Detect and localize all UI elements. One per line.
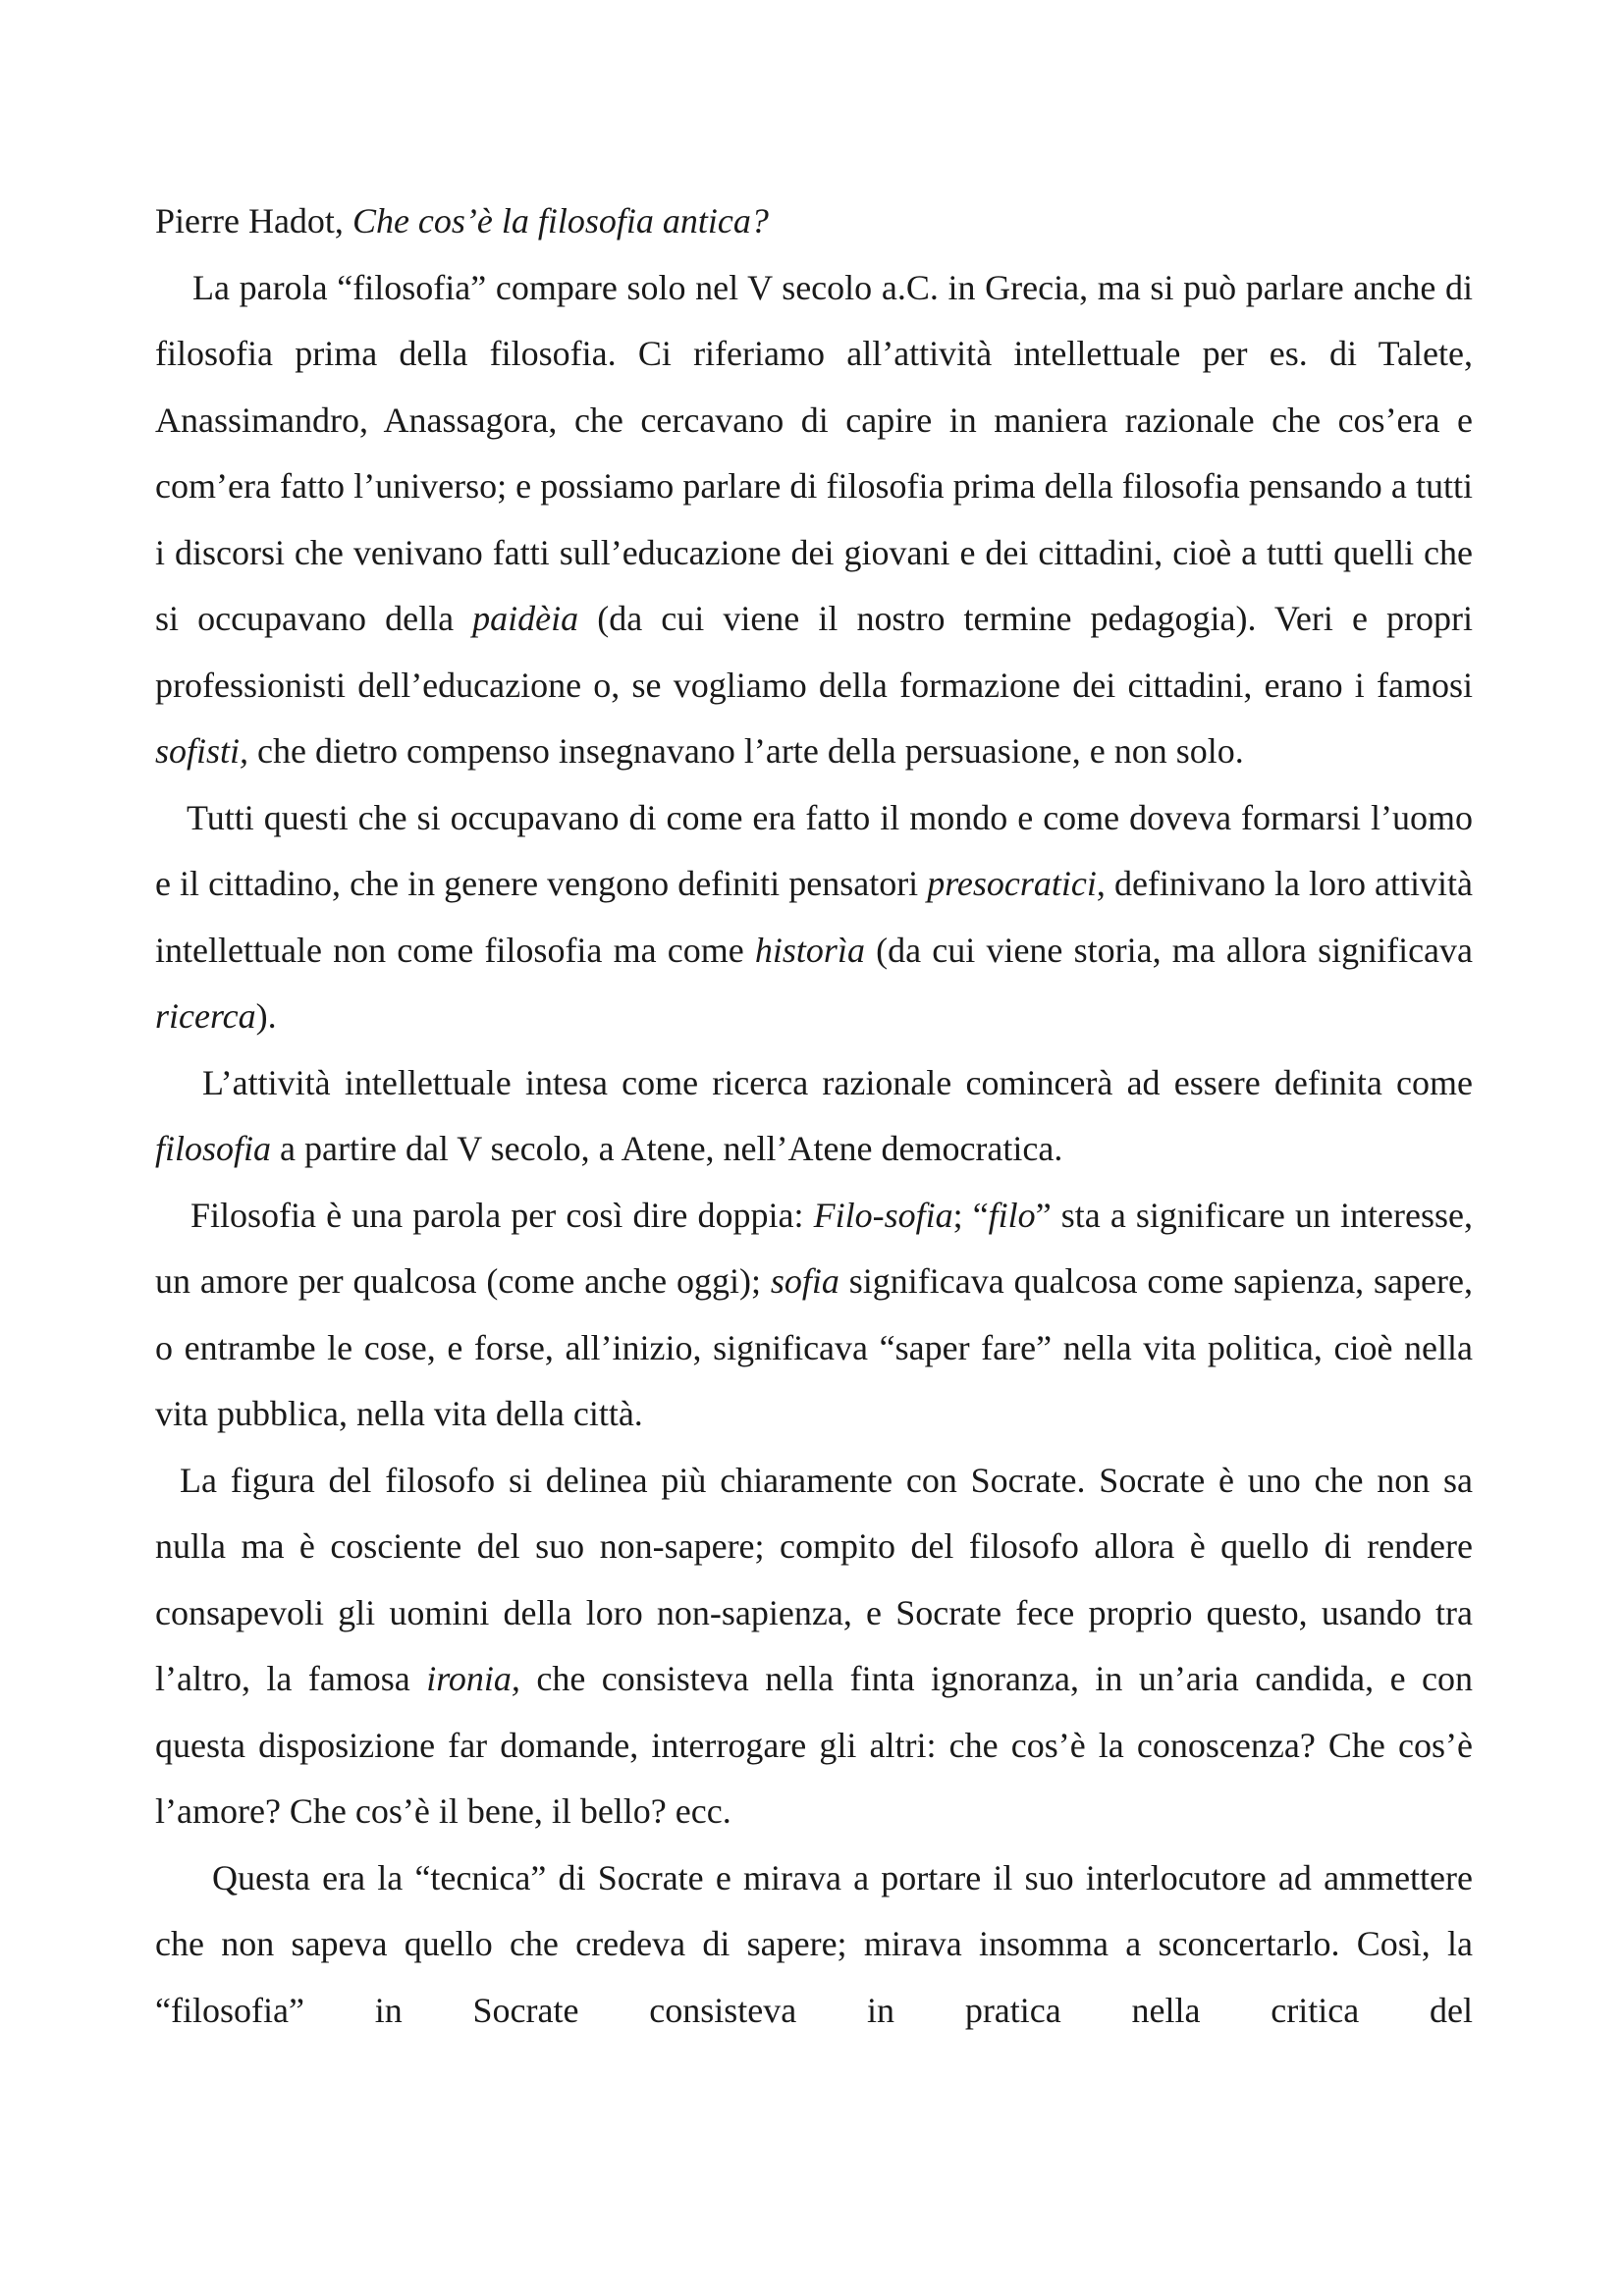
paragraph-1-text-1: La parola “filosofia” compare solo nel V secolo a.C. in Grecia, ma si può parlare anche di filosofia prima della filosofia. Ci riferiamo all’attività intellettuale per es. di Talete, Anassimandro, Anassagora, che cercavano di capire in maniera razionale che cos’era e com’era fatto l’universo; e possiamo parlare di filosofia prima della filosofia pensando a tutti i discorsi che venivano fatti sull’educazione dei giovani e dei cittadini, cioè a tutti quelli che si occupavano della <box>155 267 1473 638</box>
paragraph-2-text-4: ). <box>255 996 277 1036</box>
paragraph-4-italic-3: sofia <box>770 1261 839 1301</box>
paragraph-4-text-2: ; “ <box>952 1195 989 1235</box>
paragraph-3-text-2: a partire dal V secolo, a Atene, nell’Atene democratica. <box>271 1129 1063 1168</box>
document-body <box>155 188 1473 2044</box>
paragraph-5-text-2: che consisteva nella finta ignoranza, in un’aria candida, e con questa disposizione far domande, interrogare gli altri: che cos’è la conoscenza? Che cos’è l’amore? Che cos’è il bene, il bello? ecc. <box>155 1659 1474 1831</box>
document-title <box>155 188 1473 255</box>
paragraph-4 <box>155 1183 1473 1448</box>
paragraph-1-italic-2: sofisti, <box>155 731 249 771</box>
paragraph-2-text-1: Tutti questi che si occupavano di come era fatto il mondo e come doveva formarsi l’uomo e il cittadino, che in genere vengono definiti pensatori <box>155 797 1473 903</box>
title-author: Pierre Hadot, <box>155 201 352 240</box>
paragraph-4-text-1: Filosofia è una parola per così dire doppia: <box>190 1195 814 1235</box>
paragraph-1-text-2: (da cui viene il nostro termine pedagogia). Veri e propri professionisti dell’educazione o, se vogliamo della formazione dei cittadini, erano i famosi <box>155 599 1474 705</box>
paragraph-2-text-3: (da cui viene storia, ma allora significava <box>864 930 1474 970</box>
title-book: Che cos’è la filosofia antica? <box>352 201 769 240</box>
paragraph-6-text-1: Questa era la “tecnica” di Socrate e mirava a portare il suo interlocutore ad ammettere che non sapeva quello che credeva di sapere; mirava insomma a sconcertarlo. Così, la “filosofia” in Socrate consisteva in pratica nella critica del <box>155 1857 1473 2030</box>
paragraph-5 <box>155 1448 1473 1845</box>
paragraph-1 <box>155 255 1473 785</box>
paragraph-4-italic-2: filo <box>988 1195 1036 1235</box>
paragraph-3-text-1: L’attività intellettuale intesa come ricerca razionale comincerà ad essere definita come <box>202 1062 1473 1102</box>
paragraph-1-text-3: che dietro compenso insegnavano l’arte della persuasione, e non solo. <box>248 731 1244 771</box>
paragraph-1-italic-1: paidèia <box>472 599 579 638</box>
paragraph-5-italic-1: ironia, <box>426 1659 520 1698</box>
paragraph-4-text-3: ” sta a significare un interesse, un amore per qualcosa (come anche oggi); <box>155 1195 1473 1301</box>
paragraph-2-italic-3: ricerca <box>155 996 256 1036</box>
paragraph-6 <box>155 1845 1473 2045</box>
paragraph-2-text-2: , definivano la loro attività intellettuale non come filosofia ma come <box>155 864 1473 970</box>
paragraph-4-italic-1: Filo-sofia <box>813 1195 953 1235</box>
paragraph-5-text-1: La figura del filosofo si delinea più chiaramente con Socrate. Socrate è uno che non sa nulla ma è cosciente del suo non-sapere; compito del filosofo allora è quello di rendere consapevoli gli uomini della loro non-sapienza, e Socrate fece proprio questo, usando tra l’altro, la famosa <box>155 1460 1473 1698</box>
paragraph-2 <box>155 785 1473 1050</box>
paragraph-2-italic-2: historìa <box>754 930 865 970</box>
paragraph-3 <box>155 1050 1473 1183</box>
paragraph-2-italic-1: presocratici <box>927 864 1097 903</box>
paragraph-4-text-4: significava qualcosa come sapienza, sapere, o entrambe le cose, e forse, all’inizio, significava “saper fare” nella vita politica, cioè nella vita pubblica, nella vita della città. <box>155 1261 1473 1433</box>
paragraph-3-italic-1: filosofia <box>155 1129 272 1168</box>
